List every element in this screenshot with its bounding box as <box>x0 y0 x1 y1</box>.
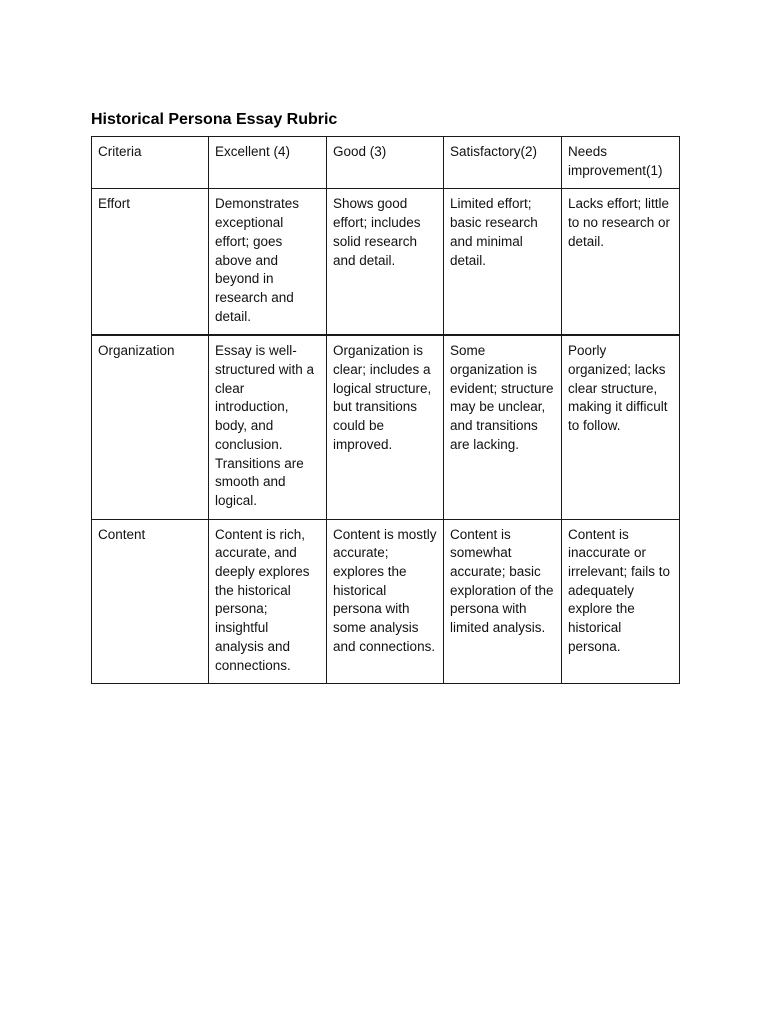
excellent-cell: Content is rich, accurate, and deeply explores the historical persona; insightful analysis and connections. <box>209 519 327 684</box>
document-title: Historical Persona Essay Rubric <box>91 111 338 128</box>
excellent-cell: Essay is well-structured with a clear introduction, body, and conclusion. Transitions are smooth and logical. <box>209 335 327 519</box>
criteria-cell: Effort <box>92 189 209 335</box>
criteria-cell: Content <box>92 519 209 684</box>
needs-improvement-cell: Content is inaccurate or irrelevant; fails to adequately explore the historical persona. <box>562 519 680 684</box>
good-cell: Organization is clear; includes a logical structure, but transitions could be improved. <box>327 335 444 519</box>
header-needs-improvement: Needs improvement(1) <box>562 137 680 189</box>
rubric-table <box>91 136 680 684</box>
rubric-row-content <box>92 519 680 684</box>
needs-improvement-cell: Lacks effort; little to no research or detail. <box>562 189 680 335</box>
header-good: Good (3) <box>327 137 444 189</box>
good-cell: Content is mostly accurate; explores the historical persona with some analysis and connections. <box>327 519 444 684</box>
criteria-cell: Organization <box>92 335 209 519</box>
satisfactory-cell: Limited effort; basic research and minimal detail. <box>444 189 562 335</box>
rubric-row-organization <box>92 335 680 519</box>
rubric-row-effort <box>92 189 680 335</box>
header-criteria: Criteria <box>92 137 209 189</box>
satisfactory-cell: Content is somewhat accurate; basic exploration of the persona with limited analysis. <box>444 519 562 684</box>
needs-improvement-cell: Poorly organized; lacks clear structure, making it difficult to follow. <box>562 335 680 519</box>
good-cell: Shows good effort; includes solid research and detail. <box>327 189 444 335</box>
rubric-header-row <box>92 137 680 189</box>
header-satisfactory: Satisfactory(2) <box>444 137 562 189</box>
header-excellent: Excellent (4) <box>209 137 327 189</box>
excellent-cell: Demonstrates exceptional effort; goes above and beyond in research and detail. <box>209 189 327 335</box>
satisfactory-cell: Some organization is evident; structure may be unclear, and transitions are lacking. <box>444 335 562 519</box>
